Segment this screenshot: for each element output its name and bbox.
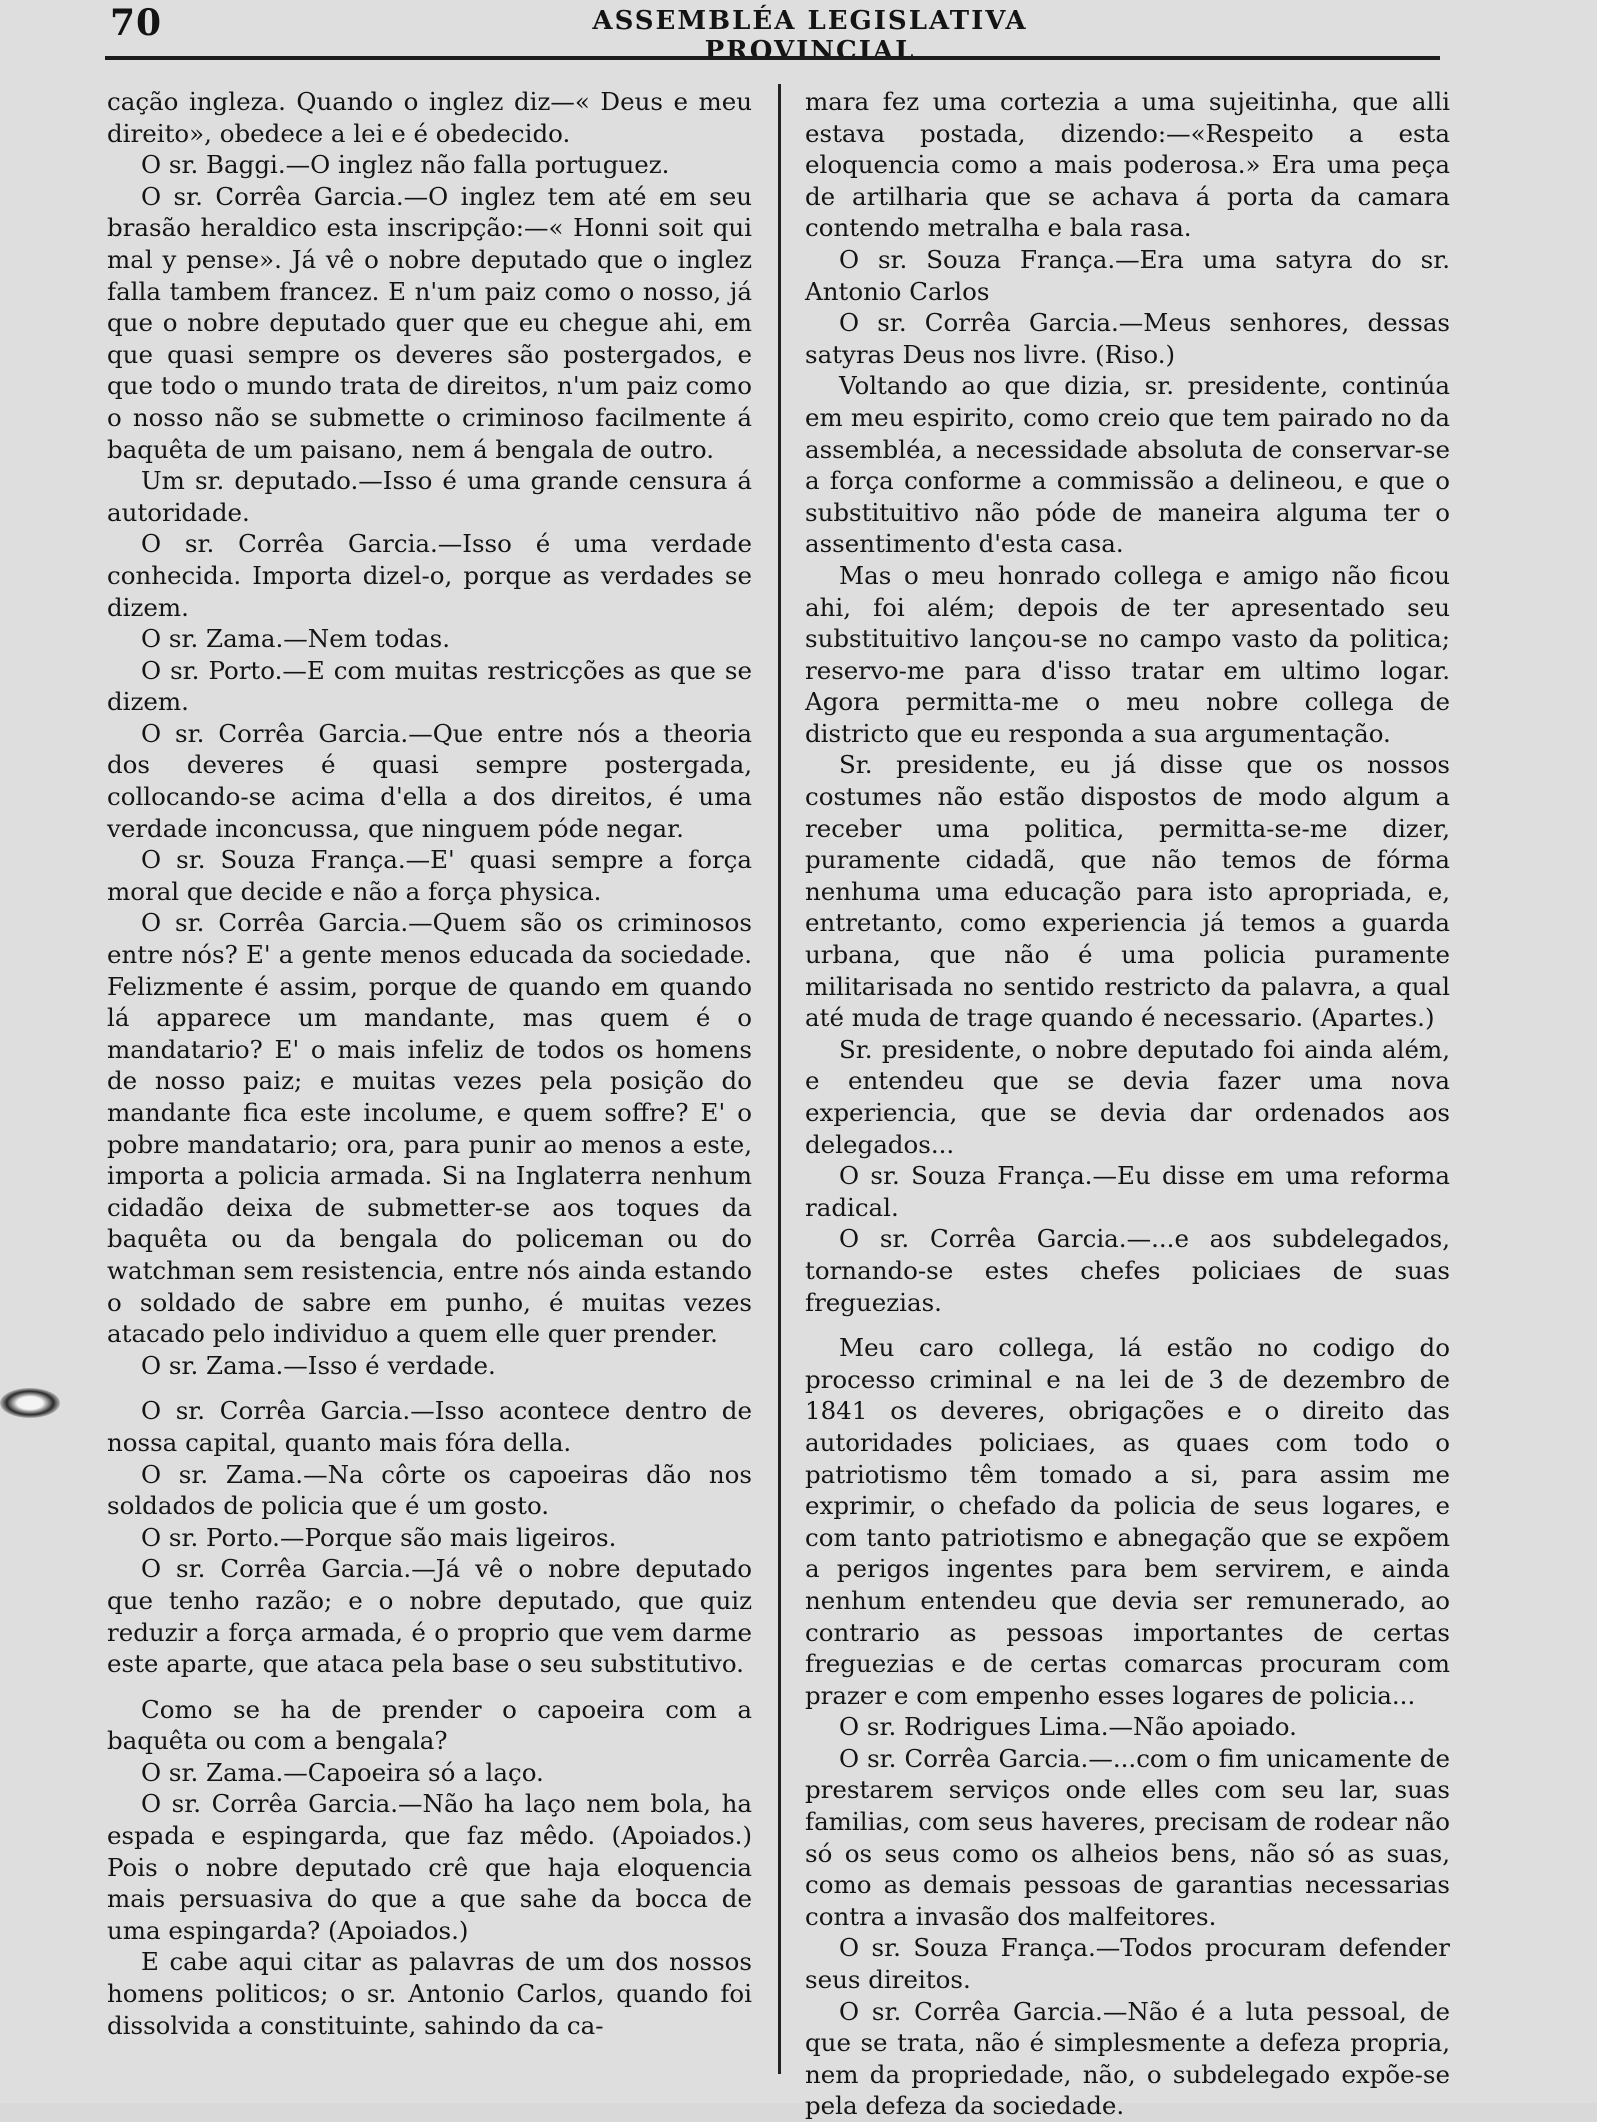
paragraph: O sr. Zama.—Na côrte os capoeiras dão nos soldados de policia que é um gosto. (107, 1459, 752, 1521)
paragraph: Mas o meu honrado collega e amigo não ficou ahi, foi além; depois de ter apresentado seu substituitivo lançou-se no campo vasto da politica; reservo-me para d'isso tratar em ultimo logar. Agora permitta-me o meu nobre collega de districto que eu responda a sua argumentação. (805, 560, 1450, 748)
paragraph: O sr. Corrêa Garcia.—Isso acontece dentro de nossa capital, quanto mais fóra della. (107, 1396, 752, 1457)
paragraph: O sr. Corrêa Garcia.—Quem são os criminosos entre nós? E' a gente menos educada da sociedade. Felizmente é assim, porque de quando em quando lá apparece um mandante, mas quem é o mandatario? E' o mais infeliz de todos os homens de nosso paiz; e muitas vezes pela posição do mandante fica este incolume, e quem soffre? E' o pobre mandatario; ora, para punir ao menos a este, importa a policia armada. Si na Inglaterra nenhum cidadão deixa de submetter-se aos toques da baquêta ou da bengala do policeman ou do watchman sem resistencia, entre nós ainda estando o soldado de sabre em punho, é muitas vezes atacado pelo individuo a quem elle quer prender. (107, 908, 752, 1349)
column-divider (778, 84, 781, 2074)
paragraph: O sr. Corrêa Garcia.—Já vê o nobre deputado que tenho razão; e o nobre deputado, que quiz reduzir a força armada, é o proprio que vem darme este aparte, que ataca pela base o seu substitutivo. (107, 1554, 752, 1679)
binding-hole-mark (0, 1388, 60, 1418)
header-rule (105, 56, 1440, 60)
paragraph: O sr. Souza França.—Eu disse em uma reforma radical. (805, 1161, 1450, 1222)
paragraph: cação ingleza. Quando o inglez diz—« Deus e meu direito», obedece a lei e é obedecido. (107, 87, 752, 148)
paragraph: Sr. presidente, o nobre deputado foi ainda além, e entendeu que se devia fazer uma nova experiencia, que se devia dar ordenados aos delegados... (805, 1034, 1450, 1159)
paragraph: Meu caro collega, lá estão no codigo do processo criminal e na lei de 3 de dezembro de 1841 os deveres, obrigações e o direito das autoridades policiaes, as quaes com todo o patriotismo têm tomado a si, para assim me exprimir, o chefado da policia de seus logares, e com tanto patriotismo e abnegação que se expõem a perigos ingentes para bem servirem, e ainda nenhum entendeu que devia ser remunerado, ao contrario as pessoas importantes de certas freguezias e de certas comarcas procuram com prazer e com empenho esses logares de policia... (805, 1333, 1450, 1710)
paragraph: O sr. Porto.—Porque são mais ligeiros. (141, 1522, 617, 1552)
page-header (0, 0, 1597, 66)
paragraph: O sr. Porto.—E com muitas restricções as que se dizem. (107, 655, 752, 717)
paragraph: O sr. Corrêa Garcia.—Que entre nós a theoria dos deveres é quasi sempre postergada, collocando-se acima d'ella a dos direitos, é uma verdade inconcussa, que ninguem póde negar. (107, 718, 752, 843)
paragraph: O sr. Corrêa Garcia.—Isso é uma verdade conhecida. Importa dizel-o, porque as verdades se dizem. (107, 529, 752, 622)
right-column (805, 86, 1450, 2122)
paragraph: O sr. Zama.—Capoeira só a laço. (141, 1757, 544, 1787)
paragraph: O sr. Corrêa Garcia.—O inglez tem até em seu brasão heraldico esta inscripção:—« Honni soit qui mal y pense». Já vê o nobre deputado que o inglez falla tambem francez. E n'um paiz como o nosso, já que o nobre deputado quer que eu chegue ahi, em que quasi sempre os deveres são postergados, e que todo o mundo trata de direitos, n'um paiz como o nosso não se submette o criminoso facilmente á baquêta de um paisano, nem á bengala de outro. (107, 181, 752, 464)
paragraph: O sr. Corrêa Garcia.—Não ha laço nem bola, ha espada e espingarda, que faz mêdo. (Apoiados.) Pois o nobre deputado crê que haja eloquencia mais persuasiva do que a que sahe da bocca de uma espingarda? (Apoiados.) (107, 1789, 752, 1945)
paragraph: O sr. Corrêa Garcia.—...e aos subdelegados, tornando-se estes chefes policiaes de suas freguezias. (805, 1224, 1450, 1317)
paragraph: mara fez uma cortezia a uma sujeitinha, que alli estava postada, dizendo:—«Respeito a esta eloquencia como a mais poderosa.» Era uma peça de artilharia que se achava á porta da camara contendo metralha e bala rasa. (805, 87, 1450, 243)
page-number: 70 (110, 2, 163, 44)
left-column (107, 86, 752, 2041)
paragraph: O sr. Souza França.—Era uma satyra do sr. Antonio Carlos (805, 244, 1450, 306)
paragraph: Voltando ao que dizia, sr. presidente, continúa em meu espirito, como creio que tem pairado no da assembléa, a necessidade absoluta de conservar-se a força conforme a commissão a delineou, e que o substituitivo não póde de maneira alguma ter o assentimento d'esta casa. (805, 371, 1450, 559)
paragraph: O sr. Corrêa Garcia.—Não é a luta pessoal, de que se trata, não é simplesmente a defeza propria, nem da propriedade, não, o subdelegado expõe-se pela defeza da sociedade. (805, 1996, 1450, 2121)
paragraph: O sr. Zama.—Isso é verdade. (141, 1350, 496, 1380)
paragraph: Sr. presidente, eu já disse que os nossos costumes não estão dispostos de modo algum a receber uma politica, permitta-se-me dizer, puramente cidadã, que não temos de fórma nenhuma uma educação para isto apropriada, e, entretanto, como experiencia já temos a guarda urbana, que não é uma policia puramente militarisada no sentido restricto da palavra, a qual até muda de trage quando é necessario. (Apartes.) (805, 750, 1450, 1033)
paragraph: O sr. Corrêa Garcia.—Meus senhores, dessas satyras Deus nos livre. (Riso.) (805, 308, 1450, 369)
paragraph: Um sr. deputado.—Isso é uma grande censura á autoridade. (107, 466, 752, 527)
paragraph: Como se ha de prender o capoeira com a baquêta ou com a bengala? (107, 1694, 752, 1756)
paragraph: O sr. Souza França.—Todos procuram defender seus direitos. (805, 1933, 1450, 1995)
paragraph: O sr. Souza França.—E' quasi sempre a força moral que decide e não a força physica. (107, 845, 752, 906)
running-title: ASSEMBLÉA LEGISLATIVA PROVINCIAL (592, 6, 1028, 66)
paragraph: O sr. Baggi.—O inglez não falla portuguez. (141, 150, 670, 180)
paragraph: O sr. Corrêa Garcia.—...com o fim unicamente de prestarem serviços onde elles com seu lar, suas familias, com seus haveres, precisam de rodear não só os seus como os alheios bens, não só as suas, como as demais pessoas de garantias necessarias contra a invasão dos malfeitores. (805, 1743, 1450, 1931)
paragraph: E cabe aqui citar as palavras de um dos nossos homens politicos; o sr. Antonio Carlos, quando foi dissolvida a constituinte, sahindo da ca- (107, 1947, 752, 2040)
paragraph: O sr. Zama.—Nem todas. (141, 624, 451, 654)
paragraph: O sr. Rodrigues Lima.—Não apoiado. (839, 1712, 1297, 1742)
